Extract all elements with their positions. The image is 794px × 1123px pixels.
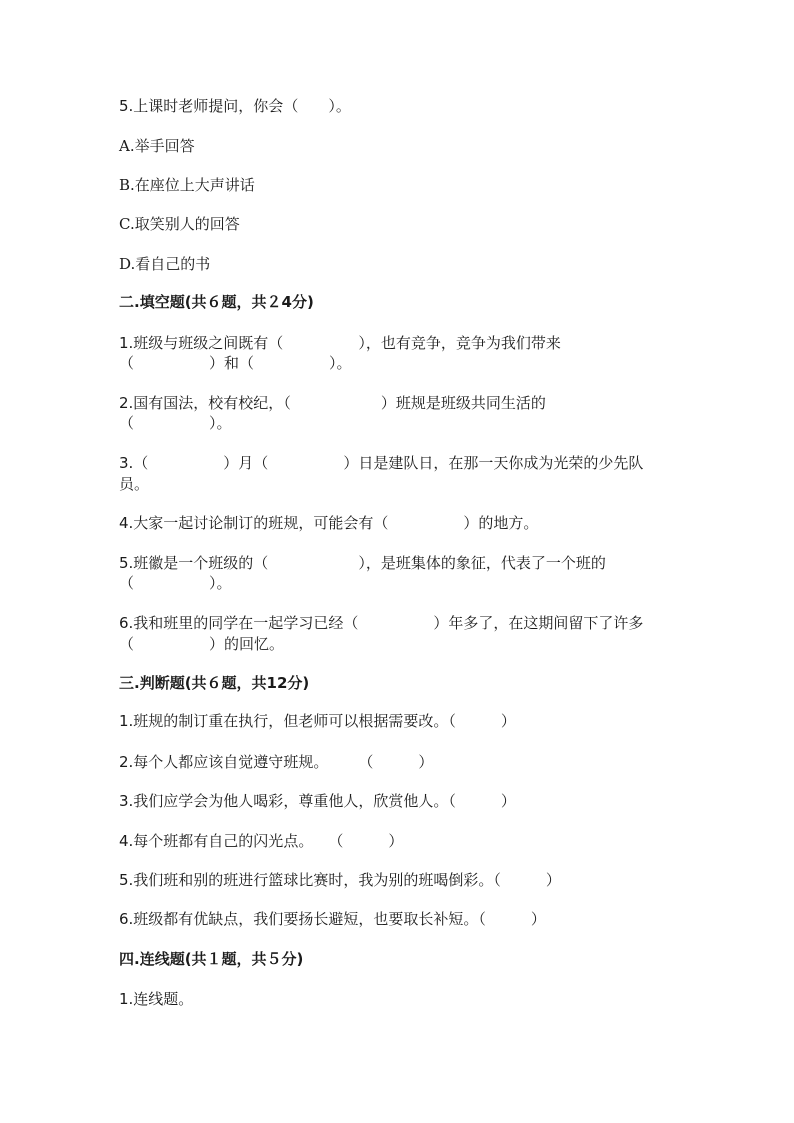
option-b: B.在座位上大声讲话 [119, 176, 255, 194]
fill-blank-5-line2: （ ）。 [119, 574, 232, 592]
fill-blank-2-line1: 2.国有国法，校有校纪，（ ）班规是班级共同生活的 [119, 394, 546, 412]
fill-blank-3-line2: 员。 [119, 475, 150, 493]
fill-blank-6-line2: （ ）的回忆。 [119, 635, 285, 653]
fill-blank-1-line2: （ ）和（ ）。 [119, 354, 352, 372]
true-false-2: 2.每个人都应该自觉遵守班规。 （ ） [119, 753, 434, 771]
true-false-3: 3.我们应学会为他人喝彩，尊重他人，欣赏他人。（ ） [119, 792, 516, 810]
true-false-4: 4.每个班都有自己的闪光点。 （ ） [119, 832, 404, 850]
question-5: 5.上课时老师提问，你会（ ）。 [119, 97, 351, 115]
option-c: C.取笑别人的回答 [119, 215, 240, 233]
section-heading-matching: 四.连线题(共１题，共５分) [119, 950, 304, 968]
true-false-6: 6.班级都有优缺点，我们要扬长避短，也要取长补短。（ ） [119, 910, 546, 928]
fill-blank-1-line1: 1.班级与班级之间既有（ ），也有竞争，竞争为我们带来 [119, 334, 561, 352]
option-d: D.看自己的书 [119, 255, 211, 273]
fill-blank-4-line1: 4.大家一起讨论制订的班规，可能会有（ ）的地方。 [119, 514, 539, 532]
true-false-5: 5.我们班和别的班进行篮球比赛时，我为别的班喝倒彩。（ ） [119, 871, 561, 889]
fill-blank-3-line1: 3.（ ）月（ ）日是建队日，在那一天你成为光荣的少先队 [119, 454, 644, 472]
true-false-1: 1.班规的制订重在执行，但老师可以根据需要改。（ ） [119, 712, 516, 730]
fill-blank-2-line2: （ ）。 [119, 414, 232, 432]
fill-blank-6-line1: 6.我和班里的同学在一起学习已经（ ）年多了，在这期间留下了许多 [119, 614, 644, 632]
matching-1: 1.连线题。 [119, 990, 194, 1008]
section-heading-fill-blank: 二.填空题(共６题，共２4分) [119, 293, 314, 311]
section-heading-true-false: 三.判断题(共６题，共12分) [119, 674, 310, 692]
fill-blank-5-line1: 5.班徽是一个班级的（ ），是班集体的象征，代表了一个班的 [119, 554, 606, 572]
option-a: A.举手回答 [119, 137, 195, 155]
